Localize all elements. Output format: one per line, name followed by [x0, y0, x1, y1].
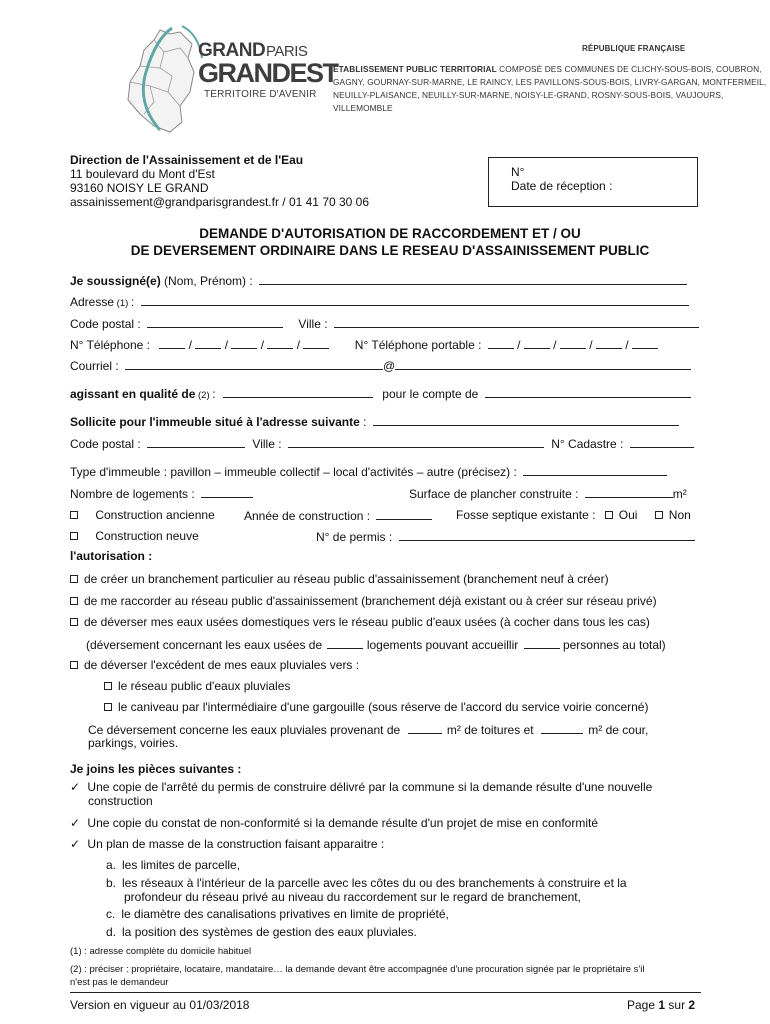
service-address: [70, 153, 369, 209]
title-line2: DE DEVERSEMENT ORDINAIRE DANS LE RESEAU D'ASSAINISSEMENT PUBLIC: [130, 243, 650, 258]
tel-slash: /: [260, 338, 265, 352]
courriel-domain-field[interactable]: [395, 358, 691, 370]
tel-field-2[interactable]: [195, 337, 221, 349]
construction-neuve-label: Construction neuve: [95, 529, 199, 543]
piece-1-cont: construction: [88, 794, 153, 808]
courriel-user-field[interactable]: [125, 358, 383, 370]
pluviales-detail: [88, 722, 648, 737]
reception-box: [488, 157, 698, 207]
etablissement-line1: [333, 63, 762, 76]
annee-label: Année de construction :: [244, 509, 371, 523]
permis-field[interactable]: [399, 529, 695, 541]
pieces-title: Je joins les pièces suivantes :: [70, 762, 242, 776]
personnes-count-field[interactable]: [524, 637, 560, 649]
piece-3a: [106, 858, 240, 872]
soussigne-sub: (Nom, Prénom) :: [160, 274, 253, 288]
option-caniveau: [104, 700, 648, 714]
sollicite-row: [70, 414, 679, 429]
piece-3: [70, 837, 384, 851]
construction-ancienne-checkbox[interactable]: [70, 511, 78, 519]
logo-grandest: GRANDEST: [198, 58, 338, 88]
ville-field[interactable]: [334, 316, 699, 328]
tel-field-4[interactable]: [267, 337, 293, 349]
note-1: (1) : adresse complète du domicile habituel: [70, 946, 252, 957]
piece-3a-text: les limites de parcelle,: [122, 858, 241, 872]
ville2-field[interactable]: [288, 436, 544, 448]
logo: [120, 22, 338, 142]
code-postal-field[interactable]: [147, 316, 283, 328]
piece-3c-label: c.: [106, 907, 116, 921]
port-field-4[interactable]: [596, 337, 622, 349]
option-raccorder-checkbox[interactable]: [70, 597, 78, 605]
autorisation-heading: [70, 549, 152, 563]
eaux-usees-detail-a: (déversement concernant les eaux usées de: [86, 638, 323, 652]
permis-label: N° de permis :: [316, 530, 393, 544]
code-postal2-label: Code postal :: [70, 437, 141, 451]
option-raccorder: [70, 594, 657, 608]
reception-date: Date de réception :: [511, 179, 613, 193]
surface-label: Surface de plancher construite :: [409, 487, 579, 501]
port-field-2[interactable]: [524, 337, 550, 349]
logo-grand: GRAND: [198, 40, 266, 61]
option-reseau-pluvial: [104, 679, 290, 693]
courriel-label: Courriel :: [70, 359, 119, 373]
address-city: 93160 NOISY LE GRAND: [70, 181, 209, 195]
code-postal-label: Code postal :: [70, 317, 141, 331]
tel-slash: /: [188, 338, 192, 352]
annee-row: [244, 508, 432, 523]
check-icon: ✓: [70, 780, 81, 794]
surface-unit: m²: [672, 487, 687, 501]
logements-field[interactable]: [201, 486, 253, 498]
permis-row: [316, 529, 695, 544]
option-pluviales-label: de déverser l'excédent de mes eaux pluviales vers :: [84, 658, 360, 672]
address-contact: assainissement@grandparisgrandest.fr / 01 41 70 30 06: [70, 195, 370, 209]
cadastre-label: N° Cadastre :: [551, 437, 624, 451]
piece-3b-label: b.: [106, 876, 117, 890]
cadastre-field[interactable]: [630, 436, 694, 448]
piece-3d: [106, 925, 417, 939]
logo-territoire: TERRITOIRE D'AVENIR: [204, 89, 317, 100]
adresse-note: (1): [114, 298, 131, 309]
territory-map-icon: [120, 22, 210, 142]
logo-paris: PARIS: [266, 43, 308, 60]
piece-3b-cont: profondeur du réseau privé au niveau du raccordement sur le regard de branchement,: [124, 890, 581, 904]
tel-field-1[interactable]: [159, 337, 185, 349]
option-eaux-usees-checkbox[interactable]: [70, 618, 78, 626]
code-postal2-field[interactable]: [147, 436, 245, 448]
qualite-label: agissant en qualité de: [70, 387, 196, 401]
title-line1: DEMANDE D'AUTORISATION DE RACCORDEMENT ET / OU: [199, 226, 581, 241]
option-pluviales-checkbox[interactable]: [70, 661, 78, 669]
port-field-1[interactable]: [488, 337, 514, 349]
fosse-non-checkbox[interactable]: [655, 511, 663, 519]
sollicite-colon: :: [363, 415, 367, 429]
footer-version: Version en vigueur au 01/03/2018: [70, 998, 250, 1012]
piece-1-text: Une copie de l'arrêté du permis de construire délivré par la commune si la demande résulte d'une nouvelle: [87, 780, 653, 794]
etablissement-line2: GAGNY, GOURNAY-SUR-MARNE, LE RAINCY, LES PAVILLONS-SOUS-BOIS, LIVRY-GARGAN, MONTFERMEIL,: [333, 77, 767, 87]
ville2-label: Ville :: [252, 437, 282, 451]
surface-field[interactable]: [585, 486, 673, 498]
option-eaux-usees: [70, 615, 650, 629]
fosse-non-label: Non: [668, 508, 691, 522]
piece-2: [70, 816, 598, 830]
tel-field-5[interactable]: [303, 337, 329, 349]
reception-numero: N°: [511, 165, 525, 179]
option-branchement-label: de créer un branchement particulier au réseau public d'assainissement (branchement neuf à créer): [84, 572, 609, 586]
compte-field[interactable]: [485, 386, 691, 398]
adresse-field[interactable]: [141, 294, 689, 306]
pluviales-detail-2: parkings, voiries.: [88, 736, 179, 750]
footer-page: [627, 998, 695, 1012]
eaux-usees-detail-c: personnes au total): [562, 638, 666, 652]
tel-label: N° Téléphone :: [70, 338, 150, 352]
pluviales-detail-c: m² de cour,: [588, 723, 649, 737]
piece-3d-label: d.: [106, 925, 117, 939]
tel-slash: /: [296, 338, 301, 352]
option-reseau-pluvial-checkbox[interactable]: [104, 682, 112, 690]
note-2-cont: n'est pas le demandeur: [70, 977, 169, 988]
compte-label: pour le compte de: [382, 387, 479, 401]
footer-rule: [70, 992, 701, 993]
piece-3d-text: la position des systèmes de gestion des eaux pluviales.: [122, 925, 417, 939]
tel-slash: /: [224, 338, 229, 352]
check-icon: ✓: [70, 837, 81, 851]
note-2: (2) : préciser : propriétaire, locataire, mandataire… la demande devant être accompagnée d'une procuration signée par le propriétaire s'il: [70, 964, 645, 975]
fosse-oui-label: Oui: [618, 508, 638, 522]
construction-ancienne-label: Construction ancienne: [95, 508, 215, 522]
piece-3b-text: les réseaux à l'intérieur de la parcelle avec les côtes du ou des branchements à construire et la: [122, 876, 627, 890]
footer-page-label: Page: [627, 998, 656, 1012]
option-eaux-usees-label: de déverser mes eaux usées domestiques vers le réseau public d'eaux usées (à cocher dans tous les cas): [84, 615, 650, 629]
annee-field[interactable]: [376, 508, 432, 520]
option-branchement: [70, 572, 609, 586]
etablissement-line3: NEUILLY-PLAISANCE, NEUILLY-SUR-MARNE, NOISY-LE-GRAND, ROSNY-SOUS-BOIS, VAUJOURS, VILLEMOMBLE: [333, 90, 724, 113]
adresse-row: [70, 294, 689, 311]
republique-francaise: RÉPUBLIQUE FRANÇAISE: [582, 44, 686, 53]
port-field-3[interactable]: [560, 337, 586, 349]
option-reseau-pluvial-label: le réseau public d'eaux pluviales: [118, 679, 291, 693]
fosse-oui-checkbox[interactable]: [605, 511, 613, 519]
fosse-label: Fosse septique existante :: [456, 508, 596, 522]
type-immeuble-row: [70, 464, 667, 479]
autorisation-label: l'autorisation :: [70, 549, 153, 563]
option-raccorder-label: de me raccorder au réseau public d'assainissement (branchement déjà existant ou à créer sur réseau privé): [84, 594, 657, 608]
pluviales-detail-b: m² de toitures et: [446, 723, 534, 737]
check-icon: ✓: [70, 816, 81, 830]
footer-sur: sur: [668, 998, 686, 1012]
construction-neuve-row: [70, 529, 199, 543]
logements-label: Nombre de logements :: [70, 487, 195, 501]
soussigne-row: [70, 273, 687, 288]
qualite-row: [70, 386, 691, 403]
ville-label: Ville :: [298, 317, 328, 331]
port-slash: /: [517, 338, 521, 352]
type-immeuble-label: Type d'immeuble : pavillon – immeuble collectif – local d'activités – autre (précisez) :: [70, 465, 517, 479]
qualite-field[interactable]: [223, 386, 373, 398]
code-postal-row: [70, 316, 699, 331]
port-field-5[interactable]: [632, 337, 658, 349]
construction-neuve-checkbox[interactable]: [70, 532, 78, 540]
logements-count-field[interactable]: [327, 637, 363, 649]
etablissement-bold: ÉTABLISSEMENT PUBLIC TERRITORIAL: [333, 64, 497, 74]
fosse-row: [456, 508, 691, 522]
sollicite-label: Sollicite pour l'immeuble situé à l'adresse suivante: [70, 415, 360, 429]
adresse-label: Adresse: [70, 295, 115, 309]
toitures-field[interactable]: [408, 722, 442, 734]
piece-3b: [106, 876, 627, 890]
option-pluviales: [70, 658, 359, 672]
page-title: [60, 225, 720, 259]
telephone-row: [70, 337, 658, 352]
eaux-usees-detail: [86, 637, 666, 652]
name-field[interactable]: [259, 273, 687, 285]
logements-row: [70, 486, 253, 501]
tel-field-3[interactable]: [231, 337, 257, 349]
option-caniveau-label: le caniveau par l'intermédiaire d'une gargouille (sous réserve de l'accord du service voirie concerné): [118, 700, 649, 714]
pieces-heading: [70, 762, 241, 776]
piece-3-text: Un plan de masse de la construction faisant apparaitre :: [87, 837, 385, 851]
address-dept: Direction de l'Assainissement et de l'Eau: [70, 153, 304, 167]
footer-total: 2: [688, 998, 696, 1012]
cadastre-row: [70, 436, 694, 451]
option-branchement-checkbox[interactable]: [70, 575, 78, 583]
port-slash: /: [625, 338, 629, 352]
eaux-usees-detail-b: logements pouvant accueillir: [366, 638, 519, 652]
piece-2-text: Une copie du constat de non-conformité si la demande résulte d'un projet de mise en conformité: [87, 816, 598, 830]
cour-field[interactable]: [541, 722, 583, 734]
courriel-at: @: [383, 359, 396, 373]
piece-3c: [106, 907, 449, 921]
qualite-colon: :: [212, 387, 216, 401]
soussigne-label: Je soussigné(e): [70, 274, 161, 288]
piece-3c-text: le diamètre des canalisations privatives en limite de propriété,: [121, 907, 449, 921]
qualite-note: (2): [195, 390, 213, 401]
port-slash: /: [589, 338, 593, 352]
pluviales-detail-a: Ce déversement concerne les eaux pluviales provenant de: [88, 723, 401, 737]
courriel-row: [70, 358, 691, 373]
tel-port-label: N° Téléphone portable :: [354, 338, 482, 352]
construction-ancienne-row: [70, 508, 215, 522]
option-caniveau-checkbox[interactable]: [104, 703, 112, 711]
port-slash: /: [553, 338, 557, 352]
piece-3a-label: a.: [106, 858, 117, 872]
footer-page-num: 1: [658, 998, 666, 1012]
piece-1: [70, 780, 652, 794]
etablissement-rest: COMPOSÉ DES COMMUNES DE CLICHY-SOUS-BOIS, COUBRON,: [496, 64, 762, 74]
address-street: 11 boulevard du Mont d'Est: [70, 167, 215, 181]
type-immeuble-field[interactable]: [523, 464, 667, 476]
sollicite-field[interactable]: [373, 414, 679, 426]
surface-row: [409, 486, 687, 501]
adresse-colon: :: [130, 295, 135, 309]
